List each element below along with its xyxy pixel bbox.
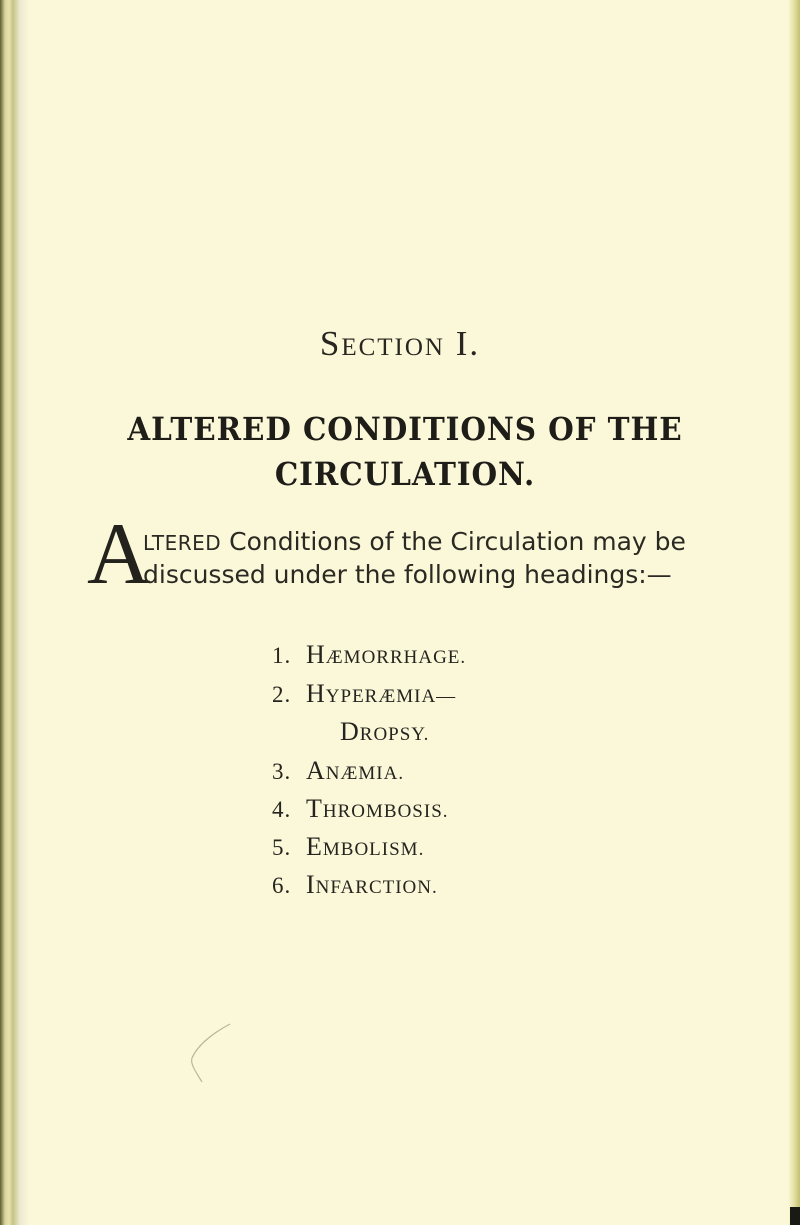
intro-paragraph-line-1	[143, 527, 686, 556]
continuation-initial: D	[340, 717, 360, 746]
list-item-number: 2.	[272, 682, 292, 707]
list-item-initial: H	[306, 679, 326, 708]
list-item	[272, 756, 404, 786]
page-right-edge	[788, 0, 800, 1225]
list-item-initial: T	[306, 794, 323, 823]
list-item	[272, 679, 456, 709]
chapter-title	[120, 407, 690, 497]
list-item-text: MBOLISM.	[322, 839, 425, 860]
list-item-text: NÆMIA.	[325, 763, 405, 784]
list-item-number: 4.	[272, 797, 292, 822]
list-item	[272, 870, 438, 900]
intro-smallcaps: LTERED	[143, 531, 222, 555]
list-item-initial: I	[306, 870, 316, 899]
list-item-continuation	[340, 717, 429, 747]
section-heading: Section I.	[319, 324, 481, 363]
chapter-title-line-1: ALTERED CONDITIONS OF THE	[127, 410, 683, 448]
list-item-number: 6.	[272, 873, 292, 898]
list-item-initial: E	[306, 832, 323, 861]
continuation-text: ROPSY.	[359, 724, 430, 745]
list-item-number: 5.	[272, 835, 292, 860]
drop-cap: A	[87, 506, 151, 603]
list-item-number: 1.	[272, 643, 292, 668]
intro-paragraph-line-2: discussed under the following headings:—	[143, 560, 672, 589]
list-item	[272, 832, 424, 862]
intro-line-1-text: Conditions of the Circulation may be	[221, 527, 686, 556]
list-item-text: HROMBOSIS.	[322, 801, 449, 822]
page-corner-mark	[790, 1207, 800, 1225]
list-item	[272, 794, 449, 824]
list-item	[272, 640, 466, 670]
list-item-text: NFARCTION.	[315, 877, 438, 898]
list-item-number: 3.	[272, 759, 292, 784]
page-binding-edge	[0, 0, 30, 1225]
list-item-text: ÆMORRHAGE.	[325, 647, 467, 668]
list-item-initial: H	[306, 640, 326, 669]
pencil-mark-icon	[180, 1020, 240, 1090]
list-item-initial: A	[306, 756, 326, 785]
chapter-title-line-2: CIRCULATION.	[274, 455, 536, 493]
list-item-text: YPERÆMIA—	[325, 686, 457, 707]
